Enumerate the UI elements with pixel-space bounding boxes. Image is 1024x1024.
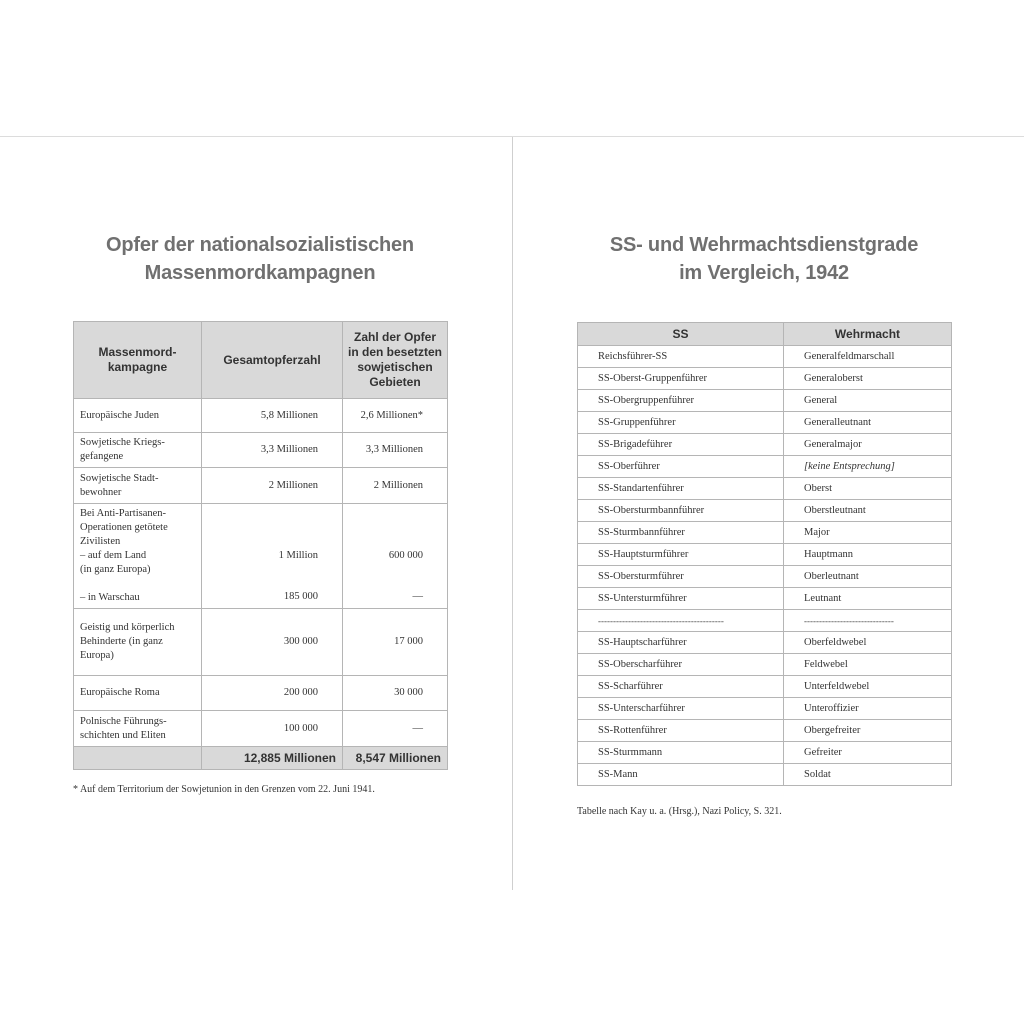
- table-row: [578, 390, 952, 412]
- wehrmacht-rank-cell: Unteroffizier: [784, 698, 952, 720]
- table-row: [578, 720, 952, 742]
- totals-empty-cell: [74, 747, 202, 770]
- ss-rank-cell: SS-Gruppenführer: [578, 412, 784, 434]
- ss-rank-cell: SS-Oberführer: [578, 456, 784, 478]
- table-row: [578, 478, 952, 500]
- ss-rank-cell: SS-Obergruppenführer: [578, 390, 784, 412]
- wehrmacht-rank-cell: Oberst: [784, 478, 952, 500]
- ranks-body: [578, 346, 952, 786]
- soviet-cell: 2 Millionen: [343, 468, 448, 504]
- total-warsaw: 185 000: [283, 591, 318, 602]
- campaign-cell: Geistig und körperlich Behinderte (in ganz Europa): [74, 609, 202, 676]
- wehrmacht-rank-cell: Oberfeldwebel: [784, 632, 952, 654]
- wehrmacht-rank-cell: Unterfeldwebel: [784, 676, 952, 698]
- wehrmacht-rank-cell: Oberstleutnant: [784, 500, 952, 522]
- table-row: [578, 588, 952, 610]
- campaign-cell: Bei Anti-Partisanen- Operationen getötete Zivilisten – auf dem Land (in ganz Europa) – in Warschau: [74, 504, 202, 609]
- ss-rank-cell: SS-Hauptscharführer: [578, 632, 784, 654]
- total-cell: 200 000: [202, 676, 343, 711]
- table-row: [578, 368, 952, 390]
- wehrmacht-rank-cell: Leutnant: [784, 588, 952, 610]
- table-row: [578, 654, 952, 676]
- wehrmacht-rank-cell: Feldwebel: [784, 654, 952, 676]
- header-soviet: Zahl der Opfer in den besetzten sowjetischen Gebieten: [343, 322, 448, 399]
- soviet-cell: —: [343, 711, 448, 747]
- soviet-cell: 17 000: [343, 609, 448, 676]
- table-row: [578, 544, 952, 566]
- victims-table: [73, 321, 448, 770]
- right-source-note: Tabelle nach Kay u. a. (Hrsg.), Nazi Policy, S. 321.: [577, 806, 782, 817]
- soviet-cell: [343, 504, 448, 609]
- wehrmacht-rank-cell: Generalmajor: [784, 434, 952, 456]
- total-cell: 5,8 Millionen: [202, 399, 343, 433]
- soviet-cell: 3,3 Millionen: [343, 433, 448, 468]
- header-total: Gesamtopferzahl: [202, 322, 343, 399]
- totals-total: 12,885 Millionen: [202, 747, 343, 770]
- table-row: [578, 500, 952, 522]
- table-row: [578, 764, 952, 786]
- left-page-title: Opfer der nationalsozialistischen Massenmordkampagnen: [106, 234, 414, 284]
- total-cell: 3,3 Millionen: [202, 433, 343, 468]
- table-row: [74, 711, 448, 747]
- table-row: [74, 609, 448, 676]
- ss-rank-cell: SS-Obersturmführer: [578, 566, 784, 588]
- totals-row: [74, 747, 448, 770]
- victims-header-row: [74, 322, 448, 399]
- wehrmacht-rank-cell: General: [784, 390, 952, 412]
- totals-soviet: 8,547 Millionen: [343, 747, 448, 770]
- ss-rank-cell: SS-Mann: [578, 764, 784, 786]
- ranks-header-row: [578, 323, 952, 346]
- ranks-table: [577, 322, 952, 786]
- soviet-rural: 600 000: [388, 550, 423, 561]
- total-cell: 2 Millionen: [202, 468, 343, 504]
- ss-rank-cell: SS-Oberst-Gruppenführer: [578, 368, 784, 390]
- wehrmacht-rank-cell: Major: [784, 522, 952, 544]
- wehrmacht-rank-cell: Obergefreiter: [784, 720, 952, 742]
- campaign-cell: Sowjetische Stadt- bewohner: [74, 468, 202, 504]
- wehrmacht-rank-cell: Generaloberst: [784, 368, 952, 390]
- ss-rank-cell: SS-Brigadeführer: [578, 434, 784, 456]
- wehrmacht-rank-cell: Gefreiter: [784, 742, 952, 764]
- soviet-warsaw: —: [412, 591, 423, 602]
- soviet-cell: 2,6 Millionen*: [343, 399, 448, 433]
- total-cell: 100 000: [202, 711, 343, 747]
- table-row: [74, 399, 448, 433]
- total-cell: 300 000: [202, 609, 343, 676]
- ss-rank-cell: SS-Scharführer: [578, 676, 784, 698]
- table-row: [74, 468, 448, 504]
- ss-rank-cell: SS-Standartenführer: [578, 478, 784, 500]
- header-campaign: Massenmord- kampagne: [74, 322, 202, 399]
- table-row: [578, 566, 952, 588]
- table-row: [74, 676, 448, 711]
- wehrmacht-rank-cell: Generalfeldmarschall: [784, 346, 952, 368]
- ss-rank-cell: SS-Hauptsturmführer: [578, 544, 784, 566]
- wehrmacht-rank-cell: Generalleutnant: [784, 412, 952, 434]
- ss-rank-cell: SS-Obersturmbannführer: [578, 500, 784, 522]
- ss-rank-cell: SS-Oberscharführer: [578, 654, 784, 676]
- ss-rank-cell: SS-Unterscharführer: [578, 698, 784, 720]
- table-row: [578, 610, 952, 632]
- total-cell: [202, 504, 343, 609]
- table-row: [578, 412, 952, 434]
- table-row: [578, 456, 952, 478]
- wehrmacht-rank-cell: Soldat: [784, 764, 952, 786]
- right-page-title: SS- und Wehrmachtsdienstgrade im Vergleich, 1942: [609, 234, 919, 284]
- campaign-cell: Europäische Roma: [74, 676, 202, 711]
- table-row: [578, 346, 952, 368]
- ss-rank-cell: ------------------------------------------: [578, 610, 784, 632]
- ss-rank-cell: SS-Rottenführer: [578, 720, 784, 742]
- table-row: [578, 522, 952, 544]
- ss-rank-cell: SS-Untersturmführer: [578, 588, 784, 610]
- table-row: [578, 434, 952, 456]
- table-row: [578, 676, 952, 698]
- ss-rank-cell: SS-Sturmmann: [578, 742, 784, 764]
- left-footnote: * Auf dem Territorium der Sowjetunion in den Grenzen vom 22. Juni 1941.: [73, 784, 375, 795]
- ss-rank-cell: SS-Sturmbannführer: [578, 522, 784, 544]
- soviet-cell: 30 000: [343, 676, 448, 711]
- table-row: [578, 742, 952, 764]
- header-ss: SS: [578, 323, 784, 346]
- wehrmacht-rank-cell: [keine Entsprechung]: [784, 456, 952, 478]
- ss-rank-cell: Reichsführer-SS: [578, 346, 784, 368]
- table-row: [74, 433, 448, 468]
- campaign-cell: Sowjetische Kriegs- gefangene: [74, 433, 202, 468]
- campaign-cell: Europäische Juden: [74, 399, 202, 433]
- table-row: [578, 698, 952, 720]
- wehrmacht-rank-cell: Oberleutnant: [784, 566, 952, 588]
- table-row: [74, 504, 448, 609]
- table-row: [578, 632, 952, 654]
- page-spine: [512, 137, 513, 890]
- wehrmacht-rank-cell: Hauptmann: [784, 544, 952, 566]
- header-wehrmacht: Wehrmacht: [784, 323, 952, 346]
- campaign-cell: Polnische Führungs- schichten und Eliten: [74, 711, 202, 747]
- total-rural: 1 Million: [278, 550, 318, 561]
- wehrmacht-rank-cell: ------------------------------: [784, 610, 952, 632]
